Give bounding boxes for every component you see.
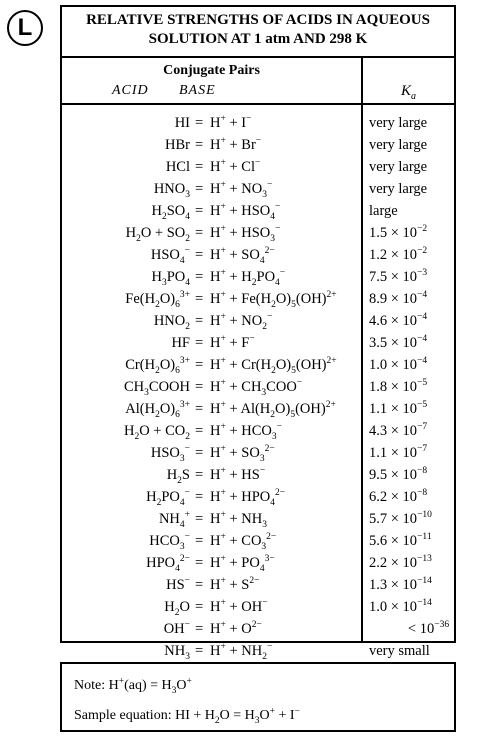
acid-cell: $Fe(H_2O)_6^{3+}$ xyxy=(125,290,190,310)
table-row xyxy=(62,266,454,288)
base-cell: $H^+ + NO_3^-$ xyxy=(210,180,273,200)
acid-cell: $NH_4^+$ xyxy=(158,510,190,530)
acid-cell: $H_2SO_4$ xyxy=(151,203,190,222)
base-cell: $H^+ + CO_3^{2-}$ xyxy=(210,532,277,552)
base-cell: H+ + OH− xyxy=(210,598,268,615)
base-cell: H+ + Cl− xyxy=(210,158,261,175)
table-row xyxy=(62,376,454,398)
ka-cell: $1.0 \times 10^{-4}$ xyxy=(369,356,428,373)
base-cell: $H^+ + Fe(H_2O)_5(OH)^{2+}$ xyxy=(210,290,337,310)
acid-cell: HCl xyxy=(165,159,190,175)
table-row xyxy=(62,332,454,354)
ka-symbol: K xyxy=(400,83,411,99)
table-row xyxy=(62,596,454,618)
table-row xyxy=(62,178,454,200)
acid-cell: $H_2O + CO_2$ xyxy=(123,423,190,442)
base-cell: H+ + HS− xyxy=(210,466,266,483)
acid-cell: $Al(H_2O)_6^{3+}$ xyxy=(125,400,190,420)
base-cell: $H^+ + HPO_4^{2-}$ xyxy=(210,488,286,508)
ka-cell: $1.0 \times 10^{-14}$ xyxy=(369,598,432,615)
acid-cell: HS− xyxy=(166,576,190,593)
acid-cell: $H_2S$ xyxy=(166,467,190,486)
equals-sign: = xyxy=(195,511,204,527)
acid-cell: $CH_3COOH$ xyxy=(124,379,190,398)
equals-sign: = xyxy=(195,643,204,659)
acid-cell: $Cr(H_2O)_6^{3+}$ xyxy=(125,356,190,376)
equals-sign: = xyxy=(195,599,204,615)
equals-sign: = xyxy=(195,357,204,373)
acid-strength-table xyxy=(60,5,456,662)
acid-cell: $H_2PO_4^-$ xyxy=(146,488,190,508)
equals-sign: = xyxy=(195,225,204,241)
base-cell: $H^+ + HSO_4^-$ xyxy=(210,202,281,222)
base-cell: $H^+ + HCO_3^-$ xyxy=(210,422,282,442)
ka-cell: $1.1 \times 10^{-5}$ xyxy=(369,400,428,417)
ka-column-header xyxy=(361,83,456,100)
conjugate-pairs-header: Conjugate Pairs xyxy=(163,63,260,78)
ka-cell: very large xyxy=(369,159,428,175)
equals-sign: = xyxy=(195,313,204,329)
table-row xyxy=(62,574,454,596)
acid-cell: $HNO_3$ xyxy=(153,181,190,200)
ka-cell: $5.6 \times 10^{-11}$ xyxy=(369,532,432,549)
equals-sign: = xyxy=(195,335,204,351)
table-title xyxy=(62,11,454,49)
table-row xyxy=(62,398,454,420)
base-cell: $H^+ + H_2PO_4^-$ xyxy=(210,268,286,288)
base-cell: $H^+ + Cr(H_2O)_5(OH)^{2+}$ xyxy=(210,356,337,376)
table-row xyxy=(62,354,454,376)
equals-sign: = xyxy=(195,203,204,219)
equals-sign: = xyxy=(195,423,204,439)
table-row xyxy=(62,156,454,178)
table-row xyxy=(62,244,454,266)
acid-cell: $H_2O + SO_2$ xyxy=(125,225,190,244)
ka-cell: $2.2 \times 10^{-13}$ xyxy=(369,554,432,571)
table-row xyxy=(62,618,454,640)
base-cell: $H^+ + NH_2^-$ xyxy=(210,642,273,662)
acid-cell: HF xyxy=(171,335,190,351)
equals-sign: = xyxy=(195,159,204,175)
note-box xyxy=(60,662,456,732)
equals-sign: = xyxy=(195,467,204,483)
equals-sign: = xyxy=(195,401,204,417)
table-row xyxy=(62,442,454,464)
ka-cell: < $10^{-36}$ xyxy=(407,620,450,637)
sample-equation: Sample equation: HI + $H_2O = H_3O^+ + I^-$ xyxy=(74,706,300,726)
table-row xyxy=(62,640,454,662)
table-row xyxy=(62,222,454,244)
ka-cell: $4.6 \times 10^{-4}$ xyxy=(369,312,428,329)
ka-cell: very large xyxy=(369,115,428,131)
table-row xyxy=(62,420,454,442)
ka-cell: large xyxy=(369,203,398,219)
ka-cell: $1.5 \times 10^{-2}$ xyxy=(369,224,428,241)
equals-sign: = xyxy=(195,247,204,263)
table-row xyxy=(62,486,454,508)
ka-cell: $7.5 \times 10^{-3}$ xyxy=(369,268,428,285)
table-row xyxy=(62,134,454,156)
title-line-2: SOLUTION AT 1 atm AND 298 K xyxy=(148,31,368,47)
table-letter-badge: L xyxy=(7,10,43,46)
table-row xyxy=(62,464,454,486)
acid-cell: $HCO_3^-$ xyxy=(149,532,190,552)
ka-cell: $9.5 \times 10^{-8}$ xyxy=(369,466,428,483)
base-cell: $H^+ + CH_3COO^-$ xyxy=(210,378,303,398)
equals-sign: = xyxy=(195,379,204,395)
base-cell: H+ + Br− xyxy=(210,136,262,153)
base-cell: $H^+ + NH_3$ xyxy=(210,510,267,530)
header-divider xyxy=(62,103,454,105)
ka-cell: $1.2 \times 10^{-2}$ xyxy=(369,246,428,263)
acid-cell: $H_3PO_4$ xyxy=(151,269,190,288)
acid-cell: $NH_3$ xyxy=(164,643,190,662)
equals-sign: = xyxy=(195,621,204,637)
acid-cell: $HSO_4^-$ xyxy=(150,246,190,266)
equals-sign: = xyxy=(195,489,204,505)
acid-cell: HBr xyxy=(165,137,190,153)
acid-cell: $H_2O$ xyxy=(164,599,190,618)
acid-cell: HI xyxy=(174,115,190,131)
table-row xyxy=(62,200,454,222)
equals-sign: = xyxy=(195,115,204,131)
acid-cell: $HSO_3^-$ xyxy=(150,444,190,464)
acid-cell: OH− xyxy=(163,620,190,637)
ka-cell: $8.9 \times 10^{-4}$ xyxy=(369,290,428,307)
ka-cell: $4.3 \times 10^{-7}$ xyxy=(369,422,428,439)
equals-sign: = xyxy=(195,291,204,307)
ka-cell: $3.5 \times 10^{-4}$ xyxy=(369,334,428,351)
base-cell: $H^+ + NO_2^-$ xyxy=(210,312,273,332)
ka-cell: $6.2 \times 10^{-8}$ xyxy=(369,488,428,505)
equals-sign: = xyxy=(195,445,204,461)
table-row xyxy=(62,112,454,134)
title-line-1: RELATIVE STRENGTHS OF ACIDS IN AQUEOUS xyxy=(86,12,430,28)
acid-column-header: ACID xyxy=(112,83,149,98)
base-cell: $H^+ + O^{2-}$ xyxy=(210,620,262,637)
equals-sign: = xyxy=(195,555,204,571)
equals-sign: = xyxy=(195,137,204,153)
table-row xyxy=(62,288,454,310)
base-cell: H+ + F− xyxy=(210,334,255,351)
ka-cell: very large xyxy=(369,137,428,153)
base-cell: $H^+ + HSO_3^-$ xyxy=(210,224,281,244)
acid-cell: $HNO_2$ xyxy=(153,313,190,332)
base-cell: $H^+ + SO_4^{2-}$ xyxy=(210,246,275,266)
base-cell: H+ + I− xyxy=(210,114,252,131)
base-cell: $H^+ + S^{2-}$ xyxy=(210,576,260,593)
equals-sign: = xyxy=(195,533,204,549)
table-row xyxy=(62,530,454,552)
acid-cell: $HPO_4^{2-}$ xyxy=(146,554,190,574)
ka-cell: $1.8 \times 10^{-5}$ xyxy=(369,378,428,395)
title-divider xyxy=(62,56,454,58)
equals-sign: = xyxy=(195,181,204,197)
ka-cell: very small xyxy=(369,643,430,659)
table-row xyxy=(62,508,454,530)
base-column-header: BASE xyxy=(179,83,216,98)
equals-sign: = xyxy=(195,577,204,593)
ka-cell: $1.3 \times 10^{-14}$ xyxy=(369,576,432,593)
table-row xyxy=(62,310,454,332)
base-cell: $H^+ + SO_3^{2-}$ xyxy=(210,444,275,464)
note-text: Note: $H^+(aq) = H_3O^+$ xyxy=(74,676,192,696)
equals-sign: = xyxy=(195,269,204,285)
ka-cell: very large xyxy=(369,181,428,197)
ka-subscript: a xyxy=(411,91,416,102)
ka-cell: $5.7 \times 10^{-10}$ xyxy=(369,510,432,527)
table-row xyxy=(62,552,454,574)
ka-cell: $1.1 \times 10^{-7}$ xyxy=(369,444,428,461)
base-cell: $H^+ + PO_4^{3-}$ xyxy=(210,554,275,574)
base-cell: $H^+ + Al(H_2O)_5(OH)^{2+}$ xyxy=(210,400,336,420)
